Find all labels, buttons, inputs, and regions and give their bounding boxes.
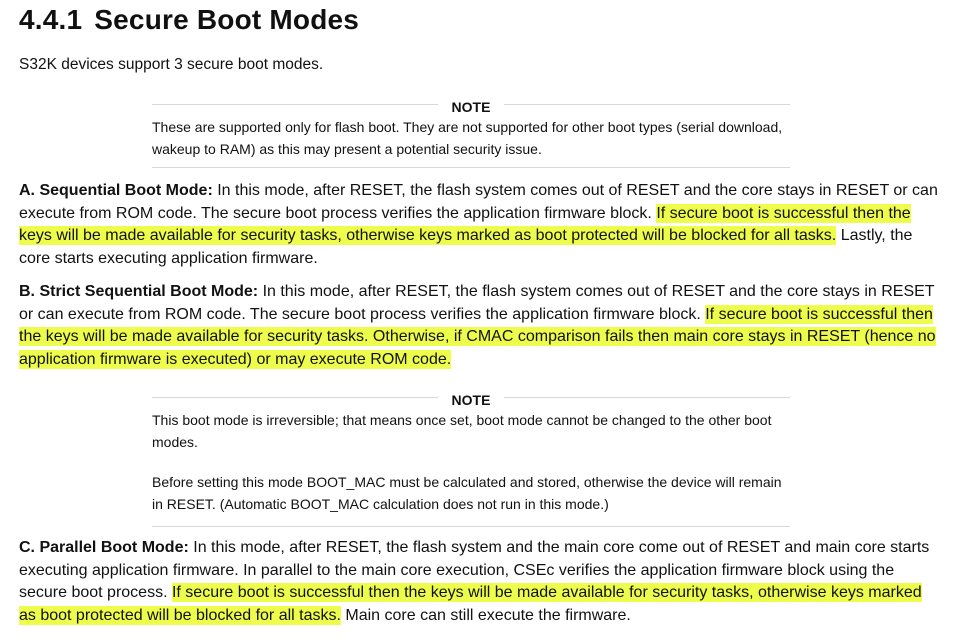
mode-c-label: C. Parallel Boot Mode:: [19, 539, 189, 556]
mode-b-paragraph: [19, 281, 941, 371]
mode-a-highlight: If secure boot is successful then the keys will be made available for security tasks, otherwise keys marked as boot protected will be blocked for all tasks.: [19, 204, 911, 246]
mode-b-text: In this mode, after RESET, the flash system comes out of RESET and the core stays in RESET or can execute from ROM code. The secure boot process verifies the application firmware block.: [19, 283, 934, 323]
section-title: Secure Boot Modes: [94, 4, 359, 35]
section-number: 4.4.1: [19, 4, 82, 35]
mode-a-text: In this mode, after RESET, the flash system comes out of RESET and the core stays in RESET or can execute from ROM code. The secure boot process verifies the application firmware block.: [19, 182, 938, 222]
note-text: These are supported only for flash boot. They are not supported for other boot types (serial download, wakeup to RAM) as this may present a potential security issue.: [152, 116, 790, 160]
mode-b-highlight: If secure boot is successful then the keys will be made available for security tasks. Otherwise, if CMAC comparison fails then main core stays in RESET (hence no application firmware is executed) or may execute ROM code.: [19, 305, 936, 369]
mode-c-paragraph: [19, 537, 941, 627]
note-divider: [152, 167, 790, 168]
note-heading: NOTE: [152, 96, 790, 114]
note-text-1: This boot mode is irreversible; that means once set, boot mode cannot be changed to the other boot modes.: [152, 409, 790, 453]
mode-a-paragraph: [19, 180, 941, 270]
mode-b-label: B. Strict Sequential Boot Mode:: [19, 283, 258, 300]
note-box-flash-boot: [152, 96, 790, 168]
mode-c-tail: Main core can still execute the firmware.: [341, 607, 631, 624]
note-box-irreversible: [152, 389, 790, 527]
section-heading: [19, 4, 359, 36]
mode-a-label: A. Sequential Boot Mode:: [19, 182, 213, 199]
mode-c-text: In this mode, after RESET, the flash system and the main core come out of RESET and main core starts executing application firmware. In parallel to the main core execution, CSEc verifies the application firmware block using the secure boot process.: [19, 539, 929, 601]
mode-c-highlight: If secure boot is successful then the keys will be made available for security tasks, otherwise keys marked as boot protected will be blocked for all tasks.: [19, 583, 922, 625]
note-text-2: Before setting this mode BOOT_MAC must be calculated and stored, otherwise the device will remain in RESET. (Automatic BOOT_MAC calculation does not run in this mode.): [152, 471, 790, 515]
note-divider: [152, 526, 790, 527]
mode-a-tail: Lastly, the core starts executing application firmware.: [19, 227, 912, 267]
intro-text: S32K devices support 3 secure boot modes.: [19, 56, 323, 74]
note-heading: NOTE: [152, 389, 790, 407]
